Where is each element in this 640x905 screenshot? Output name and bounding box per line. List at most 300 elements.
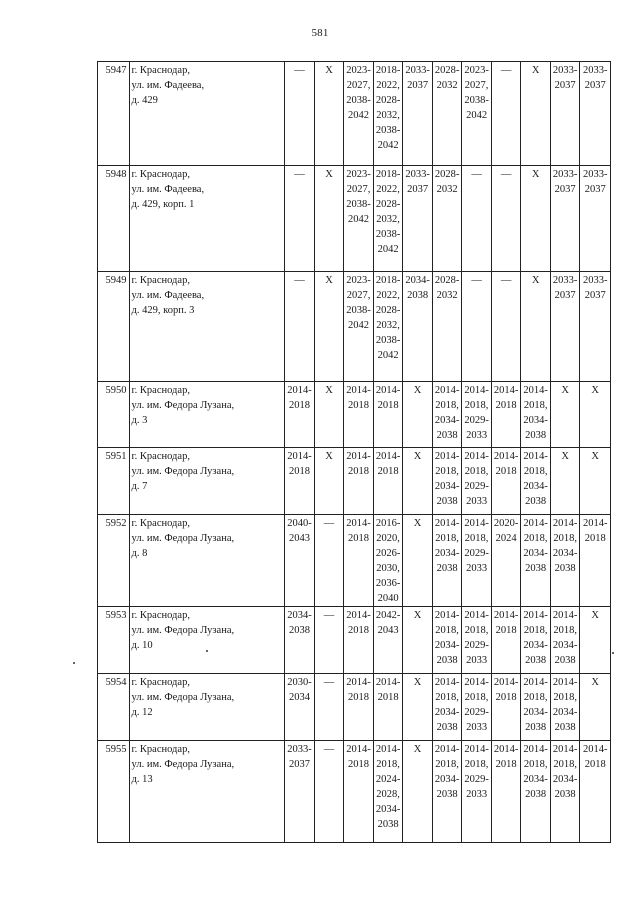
schedule-cell — [285, 382, 315, 448]
schedule-value: 2032, — [376, 320, 400, 331]
schedule-cell — [432, 674, 462, 741]
schedule-value: 2014- — [464, 610, 489, 621]
schedule-value: 2014- — [375, 385, 401, 396]
table-row — [98, 272, 611, 382]
schedule-value: 2023- — [346, 65, 371, 76]
schedule-value: 2018 — [348, 759, 370, 770]
schedule-value: 2027, — [346, 184, 371, 195]
schedule-value: 2018- — [375, 65, 401, 76]
schedule-value: 2040- — [287, 518, 312, 529]
schedule-value: 2042 — [348, 320, 370, 331]
schedule-value: 2018 — [377, 466, 399, 477]
row-number: 5947 — [98, 62, 130, 166]
schedule-cell — [432, 607, 462, 674]
schedule-value: 2014- — [434, 610, 460, 621]
address-line: г. Краснодар, — [131, 275, 190, 286]
schedule-value: X — [325, 169, 333, 180]
schedule-value: 2018 — [348, 533, 370, 544]
schedule-value: 2028- — [434, 275, 460, 286]
schedule-value: 2038 — [525, 430, 547, 441]
scan-speck — [612, 652, 614, 654]
schedule-value: 2038- — [375, 125, 401, 136]
schedule-cell — [550, 382, 580, 448]
schedule-value: 2018 — [495, 400, 517, 411]
schedule-cell — [344, 674, 374, 741]
schedule-cell — [403, 62, 433, 166]
schedule-value: 2018, — [464, 625, 489, 636]
schedule-value: X — [413, 677, 422, 688]
schedule-value: 2018, — [523, 759, 548, 770]
table-row — [98, 515, 611, 607]
schedule-cell — [521, 607, 551, 674]
schedule-value: 2014- — [375, 744, 401, 755]
address-line: д. 13 — [131, 774, 153, 785]
address-cell — [129, 515, 285, 607]
schedule-value: 2033- — [405, 65, 430, 76]
schedule-value: 2037 — [289, 759, 311, 770]
schedule-value: 2038 — [436, 789, 458, 800]
address-cell — [129, 674, 285, 741]
schedule-value: 2038- — [346, 199, 371, 210]
address-line: г. Краснодар, — [131, 385, 190, 396]
schedule-cell — [462, 741, 492, 843]
schedule-value: 2014- — [464, 677, 489, 688]
address-line: г. Краснодар, — [131, 451, 190, 462]
schedule-value: 2018, — [553, 692, 577, 703]
schedule-value: 2018 — [289, 400, 311, 411]
schedule-cell — [580, 62, 611, 166]
schedule-value: 2034- — [434, 707, 460, 718]
table-row — [98, 62, 611, 166]
schedule-value: 2018 — [348, 466, 370, 477]
schedule-value: 2038 — [436, 430, 458, 441]
address-line: ул. им. Федора Лузана, — [131, 466, 235, 477]
schedule-cell — [285, 62, 315, 166]
schedule-value: 2026- — [375, 548, 401, 559]
schedule-value: 2018, — [523, 533, 548, 544]
schedule-value: 2028- — [434, 65, 460, 76]
table-row — [98, 607, 611, 674]
schedule-value: 2033- — [552, 169, 578, 180]
schedule-value: 2037 — [407, 80, 429, 91]
schedule-cell — [344, 272, 374, 382]
schedule-value: 2014- — [346, 610, 371, 621]
page-number: 581 — [311, 27, 329, 39]
table-row — [98, 166, 611, 272]
schedule-value: 2028- — [434, 169, 460, 180]
schedule-value: — — [294, 169, 305, 180]
schedule-value: 2034- — [434, 415, 460, 426]
schedule-value: 2038 — [554, 789, 576, 800]
schedule-value: 2014- — [434, 451, 460, 462]
schedule-value: 2037 — [584, 290, 606, 301]
row-number: 5955 — [98, 741, 130, 843]
schedule-value: 2038 — [407, 290, 429, 301]
schedule-cell — [314, 607, 344, 674]
schedule-value: 2037 — [584, 80, 606, 91]
schedule-value: 2014- — [493, 451, 519, 462]
schedule-cell — [314, 741, 344, 843]
schedule-value: 2033- — [287, 744, 312, 755]
schedule-value: — — [323, 744, 335, 755]
schedule-value: 2018, — [464, 692, 489, 703]
schedule-cell — [462, 515, 492, 607]
schedule-value: 2030- — [287, 677, 312, 688]
schedule-cell — [373, 166, 403, 272]
schedule-value: 2034- — [434, 481, 460, 492]
schedule-value: 2032 — [436, 290, 458, 301]
address-line: д. 10 — [131, 640, 153, 651]
schedule-cell — [432, 62, 462, 166]
schedule-cell — [403, 741, 433, 843]
schedule-cell — [550, 515, 580, 607]
schedule-cell — [521, 515, 551, 607]
row-number: 5951 — [98, 448, 130, 515]
schedule-value: 2042 — [377, 350, 399, 361]
schedule-cell — [314, 272, 344, 382]
schedule-value: 2034- — [434, 548, 460, 559]
schedule-value: 2018 — [377, 692, 399, 703]
schedule-value: 2018, — [376, 759, 400, 770]
address-line: ул. им. Федора Лузана, — [131, 692, 235, 703]
schedule-cell — [432, 382, 462, 448]
schedule-value: 2043 — [377, 625, 399, 636]
schedule-value: 2018 — [377, 400, 399, 411]
schedule-value: X — [413, 518, 422, 529]
schedule-cell — [580, 674, 611, 741]
address-line: д. 429, корп. 1 — [131, 199, 195, 210]
schedule-cell — [344, 62, 374, 166]
schedule-value: 2014- — [464, 385, 489, 396]
schedule-value: 2018 — [348, 692, 370, 703]
schedule-value: 2038 — [377, 819, 399, 830]
schedule-value: 2028- — [375, 95, 401, 106]
schedule-value: 2018, — [435, 625, 459, 636]
schedule-value: — — [294, 65, 305, 76]
schedule-cell — [344, 448, 374, 515]
schedule-cell — [580, 741, 611, 843]
schedule-value: 2014- — [464, 451, 489, 462]
address-line: ул. им. Федора Лузана, — [131, 533, 235, 544]
schedule-value: 2024 — [495, 533, 517, 544]
schedule-value: 2034- — [434, 774, 460, 785]
schedule-cell — [373, 741, 403, 843]
schedule-cell — [491, 741, 521, 843]
schedule-value: 2042- — [375, 610, 401, 621]
schedule-value: X — [591, 385, 599, 396]
row-number: 5949 — [98, 272, 130, 382]
schedule-cell — [580, 448, 611, 515]
schedule-cell — [285, 166, 315, 272]
address-cell — [129, 448, 285, 515]
schedule-value: 2034- — [405, 275, 430, 286]
schedule-value: 2029- — [464, 707, 489, 718]
schedule-value: 2033- — [405, 169, 430, 180]
schedule-value: 2014- — [346, 385, 371, 396]
schedule-cell — [491, 166, 521, 272]
schedule-cell — [432, 448, 462, 515]
schedule-cell — [314, 382, 344, 448]
address-line: г. Краснодар, — [131, 518, 190, 529]
table-row — [98, 382, 611, 448]
schedule-value: X — [413, 451, 422, 462]
schedule-value: 2034- — [375, 804, 401, 815]
schedule-value: X — [591, 677, 599, 688]
schedule-cell — [403, 166, 433, 272]
schedule-cell — [462, 272, 492, 382]
schedule-value: 2020- — [493, 518, 519, 529]
schedule-value: — — [294, 275, 305, 286]
schedule-value: 2018, — [553, 533, 577, 544]
schedule-cell — [373, 674, 403, 741]
schedule-value: 2029- — [464, 548, 489, 559]
schedule-value: 2034 — [289, 692, 311, 703]
schedule-value: 2014- — [493, 677, 519, 688]
schedule-cell — [373, 448, 403, 515]
schedule-value: 2024- — [375, 774, 401, 785]
schedule-value: 2037 — [584, 184, 606, 195]
schedule-value: 2018, — [464, 759, 489, 770]
address-line: ул. им. Федора Лузана, — [131, 625, 235, 636]
schedule-value: — — [323, 518, 335, 529]
schedule-value: 2038 — [289, 625, 311, 636]
schedule-cell — [550, 448, 580, 515]
schedule-value: 2033 — [466, 563, 488, 574]
schedule-cell — [550, 674, 580, 741]
schedule-value: 2038 — [554, 722, 576, 733]
schedule-cell — [344, 607, 374, 674]
schedule-value: X — [591, 610, 599, 621]
schedule-value: 2018, — [553, 625, 577, 636]
schedule-value: X — [325, 385, 333, 396]
schedule-value: 2014- — [434, 677, 460, 688]
schedule-value: 2038 — [436, 655, 458, 666]
schedule-value: 2037 — [554, 290, 576, 301]
schedule-value: 2018, — [435, 759, 459, 770]
schedule-value: 2038- — [464, 95, 489, 106]
schedule-cell — [491, 515, 521, 607]
schedule-cell — [344, 515, 374, 607]
schedule-value: 2018, — [553, 759, 577, 770]
row-number: 5948 — [98, 166, 130, 272]
schedule-value: 2032, — [376, 214, 400, 225]
schedule-value: 2033- — [582, 169, 608, 180]
schedule-value: 2033 — [466, 496, 488, 507]
schedule-cell — [580, 272, 611, 382]
schedule-value: 2014- — [346, 518, 371, 529]
schedule-value: 2034- — [552, 774, 578, 785]
schedule-value: 2014- — [523, 385, 548, 396]
schedule-value: X — [413, 744, 422, 755]
schedule-value: 2018 — [289, 466, 311, 477]
schedule-value: 2018- — [375, 169, 401, 180]
schedule-value: — — [500, 275, 512, 286]
address-line: ул. им. Федора Лузана, — [131, 400, 235, 411]
schedule-value: 2018, — [464, 466, 489, 477]
schedule-cell — [521, 272, 551, 382]
address-cell — [129, 62, 285, 166]
row-number: 5952 — [98, 515, 130, 607]
address-line: д. 3 — [131, 415, 148, 426]
schedule-value: 2032, — [376, 110, 400, 121]
address-line: д. 8 — [131, 548, 148, 559]
schedule-value: 2023- — [464, 65, 489, 76]
schedule-cell — [491, 674, 521, 741]
schedule-value: 2014- — [434, 385, 460, 396]
row-number: 5950 — [98, 382, 130, 448]
schedule-cell — [580, 166, 611, 272]
address-cell — [129, 382, 285, 448]
schedule-value: 2018, — [435, 400, 459, 411]
schedule-cell — [521, 382, 551, 448]
schedule-cell — [285, 515, 315, 607]
schedule-value: 2023- — [346, 169, 371, 180]
schedule-cell — [462, 674, 492, 741]
schedule-cell — [314, 448, 344, 515]
schedule-cell — [432, 272, 462, 382]
schedule-value: 2038- — [346, 95, 371, 106]
schedule-cell — [285, 674, 315, 741]
schedule-cell — [432, 166, 462, 272]
schedule-value: 2014- — [552, 610, 578, 621]
schedule-value: 2018 — [495, 759, 517, 770]
schedule-cell — [462, 448, 492, 515]
schedule-value: 2029- — [464, 481, 489, 492]
schedule-value: 2040 — [377, 593, 399, 604]
schedule-value: 2034- — [287, 610, 312, 621]
schedule-cell — [521, 674, 551, 741]
schedule-value: 2014- — [464, 518, 489, 529]
schedule-value: — — [471, 169, 482, 180]
address-line: д. 429, корп. 3 — [131, 305, 195, 316]
schedule-value: X — [325, 275, 333, 286]
schedule-value: 2016- — [375, 518, 401, 529]
schedule-value: 2034- — [523, 640, 548, 651]
schedule-value: — — [323, 610, 335, 621]
schedule-value: 2018- — [375, 275, 401, 286]
schedule-value: 2014- — [375, 677, 401, 688]
schedule-value: 2037 — [407, 184, 429, 195]
schedule-value: 2014- — [346, 451, 371, 462]
schedule-value: 2018 — [495, 692, 517, 703]
schedule-value: 2042 — [377, 244, 399, 255]
address-line: д. 7 — [131, 481, 148, 492]
schedule-value: 2033 — [466, 430, 488, 441]
schedule-value: 2038 — [525, 496, 547, 507]
address-line: д. 12 — [131, 707, 153, 718]
schedule-cell — [462, 166, 492, 272]
address-line: г. Краснодар, — [131, 169, 190, 180]
schedule-value: 2018, — [435, 466, 459, 477]
schedule-value: 2028- — [375, 199, 401, 210]
schedule-cell — [403, 515, 433, 607]
schedule-value: 2038 — [554, 655, 576, 666]
schedule-value: 2014- — [582, 518, 608, 529]
schedule-value: 2033- — [582, 65, 608, 76]
schedule-value: 2038 — [554, 563, 576, 574]
schedule-value: 2022, — [376, 290, 400, 301]
schedule-value: — — [500, 169, 512, 180]
schedule-value: 2014- — [523, 451, 548, 462]
schedule-value: X — [531, 65, 540, 76]
schedule-value: 2037 — [554, 80, 576, 91]
schedule-value: 2014- — [346, 677, 371, 688]
schedule-value: X — [531, 275, 540, 286]
schedule-cell — [491, 607, 521, 674]
address-cell — [129, 166, 285, 272]
schedule-cell — [580, 607, 611, 674]
address-line: г. Краснодар, — [131, 677, 190, 688]
schedule-value: 2038 — [525, 655, 547, 666]
schedule-cell — [462, 382, 492, 448]
schedule-cell — [314, 166, 344, 272]
schedule-value: 2018 — [584, 759, 606, 770]
schedule-cell — [373, 62, 403, 166]
schedule-value: 2029- — [464, 640, 489, 651]
schedule-value: X — [561, 451, 569, 462]
schedule-value: 2037 — [554, 184, 576, 195]
schedule-cell — [344, 166, 374, 272]
row-number: 5953 — [98, 607, 130, 674]
schedule-value: 2029- — [464, 774, 489, 785]
schedule-cell — [432, 515, 462, 607]
schedule-cell — [550, 166, 580, 272]
schedule-cell — [344, 382, 374, 448]
schedule-cell — [373, 607, 403, 674]
schedule-cell — [403, 448, 433, 515]
address-line: г. Краснодар, — [131, 65, 190, 76]
schedule-cell — [491, 62, 521, 166]
schedule-value: 2014- — [552, 677, 578, 688]
schedule-value: 2014- — [523, 677, 548, 688]
schedule-value: 2018 — [348, 625, 370, 636]
schedule-value: 2032 — [436, 184, 458, 195]
schedule-value: 2034- — [552, 640, 578, 651]
schedule-value: 2020, — [376, 533, 400, 544]
schedule-cell — [403, 272, 433, 382]
table-row — [98, 741, 611, 843]
schedule-value: 2018, — [523, 625, 548, 636]
schedule-value: 2038 — [436, 722, 458, 733]
schedule-value: 2014- — [346, 744, 371, 755]
scan-speck — [73, 662, 75, 664]
schedule-value: 2014- — [287, 451, 312, 462]
schedule-value: 2034- — [523, 774, 548, 785]
schedule-value: 2034- — [552, 548, 578, 559]
schedule-cell — [521, 62, 551, 166]
schedule-cell — [403, 382, 433, 448]
address-line: ул. им. Фадеева, — [131, 184, 205, 195]
schedule-cell — [285, 448, 315, 515]
schedule-value: 2038- — [375, 229, 401, 240]
schedule-value: 2018 — [348, 400, 370, 411]
schedule-value: 2014- — [493, 385, 519, 396]
address-cell — [129, 741, 285, 843]
schedule-value: 2014- — [582, 744, 608, 755]
schedule-cell — [521, 741, 551, 843]
schedule-value: 2027, — [346, 290, 371, 301]
address-line: ул. им. Федора Лузана, — [131, 759, 235, 770]
schedule-value: X — [413, 385, 422, 396]
schedule-value: — — [500, 65, 512, 76]
schedule-value: 2043 — [289, 533, 311, 544]
schedule-value: 2027, — [464, 80, 489, 91]
schedule-cell — [550, 741, 580, 843]
schedule-value: 2014- — [464, 744, 489, 755]
table-row — [98, 448, 611, 515]
schedule-value: 2028, — [376, 789, 400, 800]
scan-speck — [206, 650, 208, 652]
